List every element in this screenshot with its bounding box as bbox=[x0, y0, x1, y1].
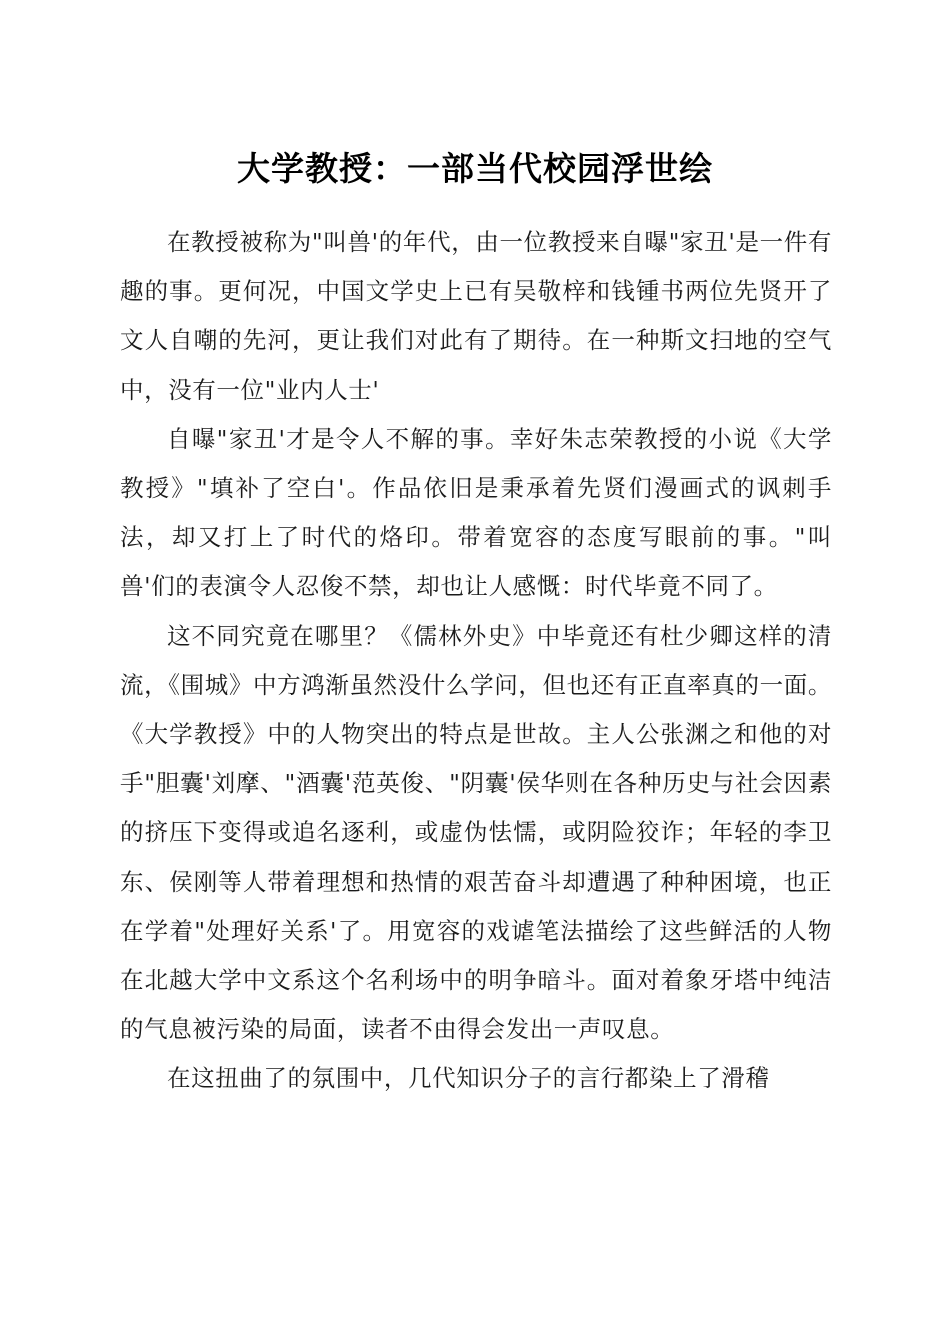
paragraph: 在教授被称为"叫兽'的年代，由一位教授来自曝"家丑'是一件有趣的事。更何况，中国文学史上已有吴敬梓和钱锺书两位先贤开了文人自嘲的先河，更让我们对此有了期待。在一种斯文扫地的空气中，没有一位"业内人士' bbox=[120, 228, 832, 404]
document-title: 大学教授：一部当代校园浮世绘 bbox=[237, 149, 713, 188]
document-body bbox=[120, 218, 832, 1104]
paragraph: 这不同究竟在哪里？《儒林外史》中毕竟还有杜少卿这样的清流，《围城》中方鸿渐虽然没什么学问，但也还有正直率真的一面。《大学教授》中的人物突出的特点是世故。主人公张渊之和他的对手"胆囊'刘摩、"酒囊'范英俊、"阴囊'侯华则在各种历史与社会因素的挤压下变得或追名逐利，或虚伪怯懦，或阴险狡诈；年轻的李卫东、侯刚等人带着理想和热情的艰苦奋斗却遭遇了种种困境，也正在学着"处理好关系'了。用宽容的戏谑笔法描绘了这些鲜活的人物在北越大学中文系这个名利场中的明争暗斗。面对着象牙塔中纯洁的气息被污染的局面，读者不由得会发出一声叹息。 bbox=[120, 621, 832, 1044]
paragraph: 自曝"家丑'才是令人不解的事。幸好朱志荣教授的小说《大学教授》"填补了空白'。作品依旧是秉承着先贤们漫画式的讽刺手法，却又打上了时代的烙印。带着宽容的态度写眼前的事。"叫兽'们的表演令人忍俊不禁，却也让人感慨：时代毕竟不同了。 bbox=[120, 424, 832, 601]
paragraph: 在这扭曲了的氛围中，几代知识分子的言行都染上了滑稽 bbox=[167, 1064, 770, 1093]
